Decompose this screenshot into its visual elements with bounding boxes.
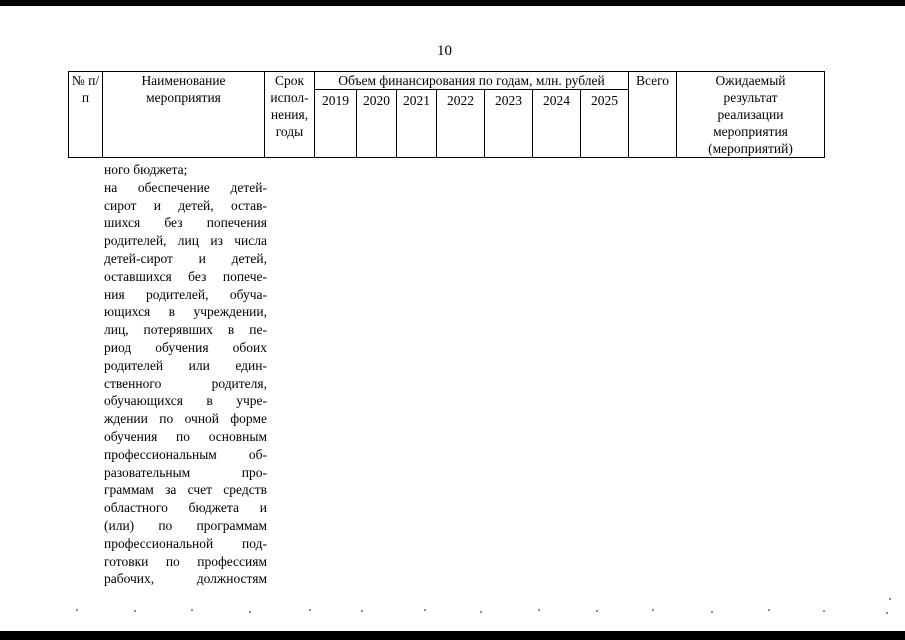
scan-dot [424, 609, 426, 611]
header-term-line: нения, [270, 107, 309, 122]
scan-dot [480, 611, 482, 613]
text-line: ственного родителя, [104, 375, 267, 391]
bottom-border-bar [0, 631, 905, 640]
header-term-line: Срок [274, 73, 305, 88]
text-line: сирот и детей, остав- [104, 197, 267, 213]
text-line: граммам за счет средств [104, 482, 267, 498]
text-line: родителей или един- [104, 357, 267, 373]
text-line: разовательным про- [104, 464, 267, 480]
table-header [68, 71, 825, 158]
text-line: готовки по профессиям [104, 553, 267, 569]
scan-dot [889, 598, 891, 600]
header-year: 2021 [397, 90, 437, 158]
header-year: 2024 [533, 90, 581, 158]
scan-dot [768, 609, 770, 611]
text-line: детей-сирот и детей, [104, 250, 267, 266]
text-line: рабочих, должностям [104, 571, 267, 587]
text-line: (или) по программам [104, 517, 267, 533]
text-line: обучающихся в учре- [104, 393, 267, 409]
header-name: Наименование мероприятия [103, 72, 265, 158]
text-line: ющихся в учреждении, [104, 304, 267, 320]
header-result-line: мероприятия [713, 124, 788, 139]
text-line: обучения по основным [104, 428, 267, 444]
header-year: 2022 [437, 90, 485, 158]
header-term-line: испол- [270, 90, 309, 105]
header-result [677, 72, 825, 158]
header-year: 2020 [357, 90, 397, 158]
scan-dot [191, 609, 193, 611]
top-border-bar [0, 0, 905, 6]
header-result-line: результат [723, 90, 778, 105]
header-term [265, 72, 315, 158]
text-line: лиц, потерявших в пе- [104, 322, 267, 338]
text-line: ния родителей, обуча- [104, 286, 267, 302]
text-line: областного бюджета и [104, 500, 267, 516]
text-line: оставшихся без попече- [104, 268, 267, 284]
header-total: Всего [629, 72, 677, 158]
header-result-line: Ожидаемый [715, 73, 786, 88]
activity-description [104, 161, 267, 588]
scan-dot [596, 610, 598, 612]
text-line: профессиональным об- [104, 446, 267, 462]
scan-dot [711, 611, 713, 613]
text-line: ного бюджета; [104, 162, 188, 177]
text-line: на обеспечение детей- [104, 179, 267, 195]
header-year: 2023 [485, 90, 533, 158]
header-result-line: (мероприятий) [708, 141, 793, 156]
scan-dot [361, 610, 363, 612]
header-num: № п/п [69, 72, 103, 158]
header-year: 2019 [315, 90, 357, 158]
header-year: 2025 [581, 90, 629, 158]
scan-noise [0, 598, 905, 628]
text-line: шихся без попечения [104, 215, 267, 231]
header-term-line: годы [275, 124, 304, 139]
scan-dot [76, 609, 78, 611]
scan-dot [249, 611, 251, 613]
header-funding: Объем финансирования по годам, млн. рублей [315, 72, 629, 90]
text-line: ждении по очной форме [104, 411, 267, 427]
text-line: родителей, лиц из числа [104, 233, 267, 249]
scan-dot [823, 610, 825, 612]
text-line: профессиональной под- [104, 535, 267, 551]
scan-dot [652, 609, 654, 611]
page-number: 10 [437, 43, 452, 59]
text-line: риод обучения обоих [104, 339, 267, 355]
scan-dot [886, 612, 888, 614]
scan-dot [134, 610, 136, 612]
scan-dot [538, 609, 540, 611]
header-result-line: реализации [717, 107, 784, 122]
scan-dot [309, 609, 311, 611]
